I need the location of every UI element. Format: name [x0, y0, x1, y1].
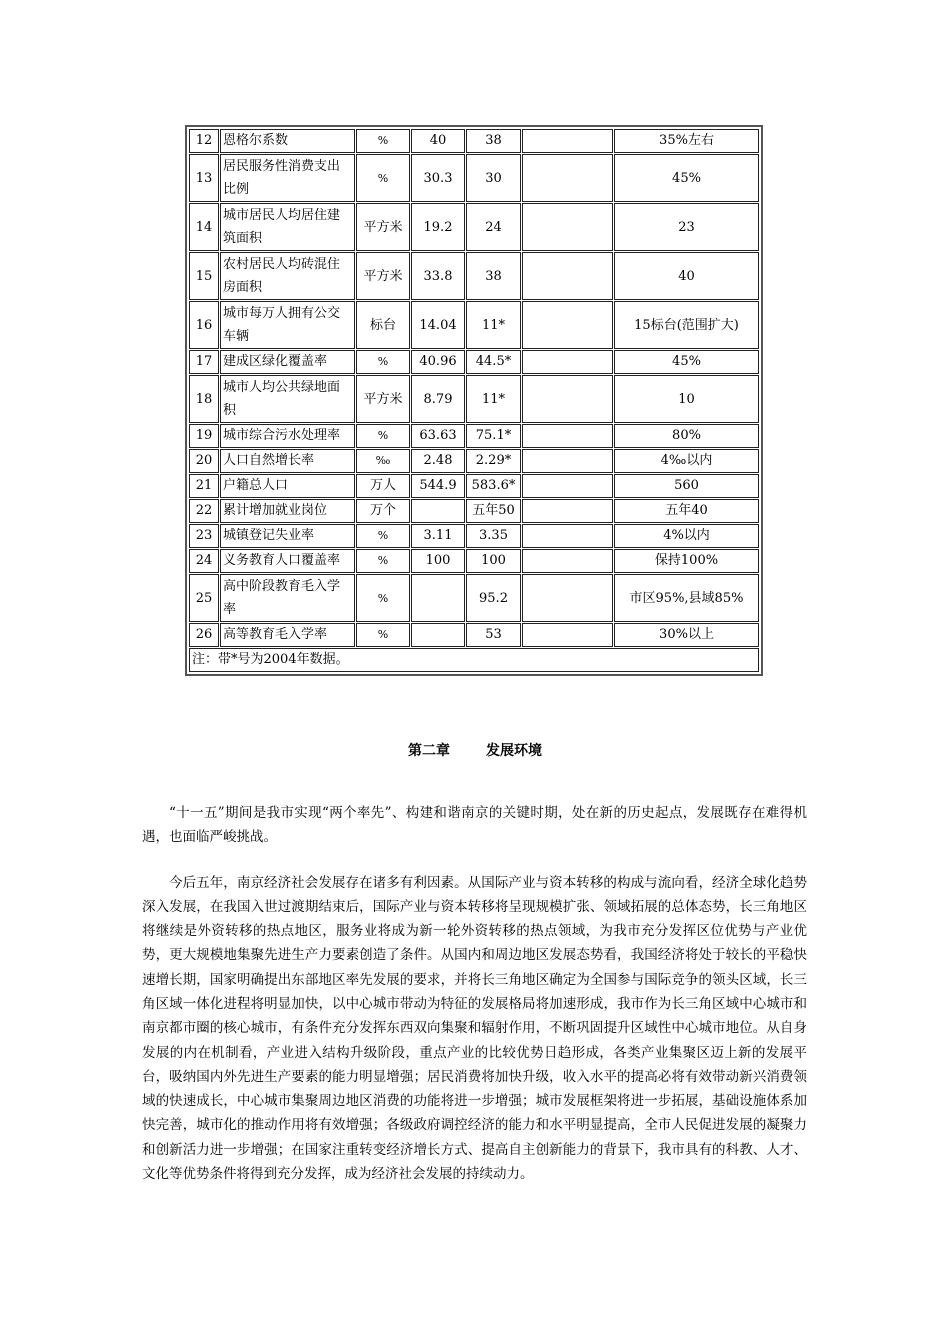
cell-number: 16 — [189, 301, 219, 349]
cell-indicator-name: 居民服务性消费支出比例 — [220, 154, 355, 202]
cell-value-1: 19.2 — [411, 203, 465, 251]
cell-value-2: 583.6* — [466, 474, 521, 498]
cell-value-3 — [522, 129, 613, 153]
cell-indicator-name: 城市人均公共绿地面积 — [220, 375, 355, 423]
table-row — [189, 474, 759, 498]
cell-number: 15 — [189, 252, 219, 300]
indicator-table — [188, 128, 760, 673]
cell-target: 30%以上 — [614, 623, 759, 647]
cell-value-2: 2.29* — [466, 449, 521, 473]
table-row — [189, 449, 759, 473]
cell-number: 23 — [189, 524, 219, 548]
table-row — [189, 623, 759, 647]
cell-value-1: 40 — [411, 129, 465, 153]
cell-value-1 — [411, 499, 465, 523]
cell-value-1: 40.96 — [411, 350, 465, 374]
cell-value-3 — [522, 449, 613, 473]
cell-target: 4‰以内 — [614, 449, 759, 473]
cell-value-1: 2.48 — [411, 449, 465, 473]
cell-value-3 — [522, 375, 613, 423]
cell-value-2: 24 — [466, 203, 521, 251]
cell-value-3 — [522, 499, 613, 523]
cell-value-2: 五年50 — [466, 499, 521, 523]
chapter-number: 第二章 — [408, 743, 450, 759]
cell-unit: % — [356, 524, 410, 548]
cell-value-1 — [411, 623, 465, 647]
cell-number: 21 — [189, 474, 219, 498]
cell-number: 12 — [189, 129, 219, 153]
cell-indicator-name: 建成区绿化覆盖率 — [220, 350, 355, 374]
cell-value-1: 3.11 — [411, 524, 465, 548]
cell-indicator-name: 高中阶段教育毛入学率 — [220, 574, 355, 622]
cell-value-2: 95.2 — [466, 574, 521, 622]
cell-value-3 — [522, 203, 613, 251]
table-row — [189, 129, 759, 153]
cell-value-3 — [522, 350, 613, 374]
cell-unit: % — [356, 549, 410, 573]
cell-indicator-name: 人口自然增长率 — [220, 449, 355, 473]
cell-indicator-name: 城市居民人均居住建筑面积 — [220, 203, 355, 251]
cell-number: 22 — [189, 499, 219, 523]
cell-target: 40 — [614, 252, 759, 300]
cell-unit: 平方米 — [356, 252, 410, 300]
table-note: 注：带*号为2004年数据。 — [189, 648, 759, 672]
cell-value-1: 8.79 — [411, 375, 465, 423]
cell-value-1 — [411, 574, 465, 622]
cell-indicator-name: 城市综合污水处理率 — [220, 424, 355, 448]
cell-value-3 — [522, 301, 613, 349]
cell-target: 4%以内 — [614, 524, 759, 548]
cell-target: 560 — [614, 474, 759, 498]
cell-target: 15标台(范围扩大) — [614, 301, 759, 349]
table-row — [189, 524, 759, 548]
table-row — [189, 154, 759, 202]
cell-value-1: 14.04 — [411, 301, 465, 349]
cell-number: 26 — [189, 623, 219, 647]
cell-value-1: 544.9 — [411, 474, 465, 498]
cell-value-3 — [522, 424, 613, 448]
cell-value-2: 11* — [466, 375, 521, 423]
cell-target: 保持100% — [614, 549, 759, 573]
table-row — [189, 301, 759, 349]
table-row — [189, 424, 759, 448]
table-row — [189, 499, 759, 523]
cell-value-3 — [522, 574, 613, 622]
cell-unit: 万人 — [356, 474, 410, 498]
cell-unit: 万个 — [356, 499, 410, 523]
cell-value-1: 63.63 — [411, 424, 465, 448]
cell-indicator-name: 城镇登记失业率 — [220, 524, 355, 548]
cell-number: 20 — [189, 449, 219, 473]
cell-target: 80% — [614, 424, 759, 448]
table-row — [189, 252, 759, 300]
table-note-row — [189, 648, 759, 672]
cell-unit: 平方米 — [356, 375, 410, 423]
chapter-title: 发展环境 — [486, 743, 542, 759]
cell-unit: % — [356, 350, 410, 374]
cell-unit: % — [356, 154, 410, 202]
cell-indicator-name: 累计增加就业岗位 — [220, 499, 355, 523]
cell-unit: 平方米 — [356, 203, 410, 251]
cell-unit: % — [356, 574, 410, 622]
cell-value-3 — [522, 252, 613, 300]
cell-value-2: 75.1* — [466, 424, 521, 448]
cell-target: 市区95%,县域85% — [614, 574, 759, 622]
cell-value-1: 30.3 — [411, 154, 465, 202]
cell-value-2: 38 — [466, 129, 521, 153]
cell-target: 10 — [614, 375, 759, 423]
cell-unit: 标台 — [356, 301, 410, 349]
cell-target: 五年40 — [614, 499, 759, 523]
cell-value-1: 33.8 — [411, 252, 465, 300]
paragraph-favorable-factors: 今后五年，南京经济社会发展存在诸多有利因素。从国际产业与资本转移的构成与流向看，经济全球化趋势深入发展，在我国入世过渡期结束后，国际产业与资本转移将呈现规模扩张、领域拓展的总体态势，长三角地区将继续是外资转移的热点地区，服务业将成为新一轮外资转移的热点领域，为我市充分发挥区位优势与产业优势，更大规模地集聚先进生产力要素创造了条件。从国内和周边地区发展态势看，我国经济将处于较长的平稳快速增长期，国家明确提出东部地区率先发展的要求，并将长三角地区确定为全国参与国际竞争的领头区域，长三角区域一体化进程将明显加快，以中心城市带动为特征的发展格局将加速形成，我市作为长三角区域中心城市和南京都市圈的核心城市，有条件充分发挥东西双向集聚和辐射作用，不断巩固提升区域性中心城市地位。从自身发展的内在机制看，产业进入结构升级阶段，重点产业的比较优势日趋形成，各类产业集聚区迈上新的发展平台，吸纳国内外先进生产要素的能力明显增强；居民消费将加快升级，收入水平的提高必将有效带动新兴消费领域的快速成长，中心城市集聚周边地区消费的功能将进一步增强；城市发展框架将进一步拓展，基础设施体系加快完善，城市化的推动作用将有效增强；各级政府调控经济的能力和水平明显提高，全市人民促进发展的凝聚力和创新活力进一步增强；在国家注重转变经济增长方式、提高自主创新能力的背景下，我市具有的科教、人才、文化等优势条件将得到充分发挥，成为经济社会发展的持续动力。 — [142, 874, 807, 1183]
paragraph-intro: “十一五”期间是我市实现“两个率先”、构建和谐南京的关键时期，处在新的历史起点，发展既存在难得机遇，也面临严峻挑战。 — [142, 804, 807, 845]
cell-value-2: 30 — [466, 154, 521, 202]
cell-unit: % — [356, 129, 410, 153]
cell-target: 23 — [614, 203, 759, 251]
cell-target: 45% — [614, 350, 759, 374]
cell-value-2: 53 — [466, 623, 521, 647]
cell-value-3 — [522, 474, 613, 498]
cell-unit: ‰ — [356, 449, 410, 473]
cell-value-3 — [522, 524, 613, 548]
cell-number: 24 — [189, 549, 219, 573]
cell-indicator-name: 城市每万人拥有公交车辆 — [220, 301, 355, 349]
cell-indicator-name: 义务教育人口覆盖率 — [220, 549, 355, 573]
cell-value-2: 38 — [466, 252, 521, 300]
table-row — [189, 203, 759, 251]
chapter-heading — [0, 740, 950, 760]
cell-value-2: 3.35 — [466, 524, 521, 548]
table-row — [189, 350, 759, 374]
cell-indicator-name: 恩格尔系数 — [220, 129, 355, 153]
cell-number: 14 — [189, 203, 219, 251]
table-row — [189, 549, 759, 573]
cell-value-3 — [522, 154, 613, 202]
cell-indicator-name: 高等教育毛入学率 — [220, 623, 355, 647]
cell-indicator-name: 户籍总人口 — [220, 474, 355, 498]
cell-number: 13 — [189, 154, 219, 202]
cell-number: 18 — [189, 375, 219, 423]
cell-number: 19 — [189, 424, 219, 448]
indicator-table-body — [189, 129, 759, 672]
table-row — [189, 574, 759, 622]
cell-unit: % — [356, 623, 410, 647]
cell-target: 35%左右 — [614, 129, 759, 153]
cell-indicator-name: 农村居民人均砖混住房面积 — [220, 252, 355, 300]
cell-unit: % — [356, 424, 410, 448]
cell-value-2: 100 — [466, 549, 521, 573]
cell-value-3 — [522, 623, 613, 647]
cell-number: 17 — [189, 350, 219, 374]
cell-value-2: 11* — [466, 301, 521, 349]
cell-target: 45% — [614, 154, 759, 202]
indicator-table-frame — [185, 125, 763, 676]
cell-value-1: 100 — [411, 549, 465, 573]
cell-number: 25 — [189, 574, 219, 622]
cell-value-2: 44.5* — [466, 350, 521, 374]
table-row — [189, 375, 759, 423]
cell-value-3 — [522, 549, 613, 573]
